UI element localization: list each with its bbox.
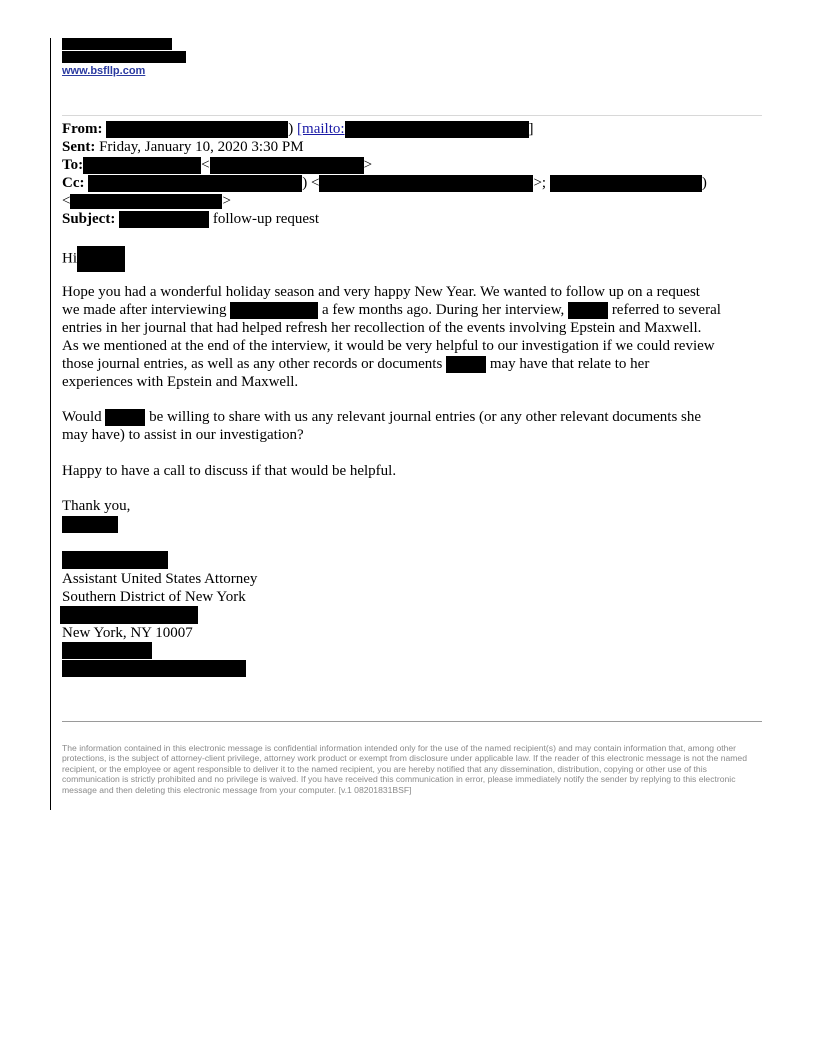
body-line: [62, 283, 700, 301]
cc-part2: >;: [533, 175, 547, 191]
body-line: [62, 337, 715, 355]
body-text: Hope you had a wonderful holiday season and very happy New Year. We wanted to follow up on a request: [62, 284, 700, 300]
body-text: entries in her journal that had helped refresh her recollection of the events involving Epstein and Maxwell.: [62, 320, 702, 336]
confidentiality-disclaimer: The information contained in this electronic message is confidential information intended only for the use of the named recipient(s) and may contain information that, among other protections, is the subject of attorney-client privilege, attorney work product or exempt from disclosure under applicable law. If the reader of this electronic message is not the named recipient, or the employee or agent responsible to deliver it to the named recipient, you are hereby notified that any dissemination, distribution, copying or other use of this communication is strictly prohibited and no privilege is waived. If you have received this communication in error, please immediately notify the sender by replying to this electronic message and then deleting this electronic message from your computer. [v.1 08201831BSF]: [62, 743, 747, 795]
redaction: [105, 409, 145, 426]
body-text: referred to several: [611, 302, 721, 318]
mailto-close: ]: [528, 121, 534, 137]
from-close: ): [288, 121, 294, 137]
redaction: [62, 51, 186, 63]
cc-label: Cc:: [62, 175, 85, 191]
redaction: [62, 660, 246, 677]
signature-title-text: Assistant United States Attorney: [62, 571, 258, 587]
cc-part3: ): [701, 175, 707, 191]
to-label: To:: [62, 157, 84, 173]
signature-office-text: Southern District of New York: [62, 589, 246, 605]
from-line: [62, 120, 534, 138]
divider: [62, 115, 762, 116]
to-line: [62, 156, 372, 174]
body-text: may have that relate to her: [489, 356, 650, 372]
cc-lt: <: [62, 193, 71, 209]
body-text: As we mentioned at the end of the interview, it would be very helpful to our investigation if we could review: [62, 338, 715, 354]
cc-line-2: [62, 192, 231, 210]
cc-gt: >: [222, 193, 231, 209]
from-label: From:: [62, 121, 103, 137]
body-line: [62, 301, 721, 319]
to-lt: <: [201, 157, 210, 173]
left-margin-rule: [50, 38, 51, 810]
greeting-line: [62, 246, 125, 272]
redaction: [77, 246, 125, 272]
website-link[interactable]: www.bsfllp.com: [62, 65, 146, 77]
redaction: [345, 121, 529, 138]
body-text: we made after interviewing: [62, 302, 227, 318]
redaction: [62, 516, 118, 533]
body-line: [62, 373, 298, 391]
redaction: [62, 551, 168, 569]
signature-title: [62, 570, 257, 588]
sent-value: Friday, January 10, 2020 3:30 PM: [99, 139, 304, 155]
body-text: may have) to assist in our investigation?: [62, 427, 304, 443]
closing-line: [62, 497, 130, 515]
signature-office: [62, 588, 246, 606]
to-gt: >: [363, 157, 373, 173]
redaction: [230, 302, 318, 319]
body-text: Happy to have a call to discuss if that would be helpful.: [62, 463, 397, 479]
redaction: [88, 175, 302, 192]
redaction: [62, 38, 172, 50]
cc-line: [62, 174, 707, 192]
body-line: [62, 462, 396, 480]
redaction: [550, 175, 702, 192]
mailto-link[interactable]: [mailto:: [297, 121, 345, 137]
body-text: experiences with Epstein and Maxwell.: [62, 374, 299, 390]
redaction: [60, 606, 198, 624]
cc-part1: ) <: [302, 175, 320, 191]
body-line: [62, 408, 701, 426]
redaction: [446, 356, 486, 373]
closing: Thank you,: [62, 498, 131, 514]
body-text: a few months ago. During her interview,: [322, 302, 565, 318]
subject-label: Subject:: [62, 211, 116, 227]
body-line: [62, 319, 701, 337]
sent-line: [62, 138, 304, 156]
body-line: [62, 355, 649, 373]
subject-value: follow-up request: [212, 211, 320, 227]
redaction: [319, 175, 533, 192]
redaction: [83, 157, 201, 174]
redaction: [210, 157, 364, 174]
subject-line: [62, 210, 319, 228]
body-text: those journal entries, as well as any other records or documents: [62, 356, 443, 372]
sent-label: Sent:: [62, 139, 96, 155]
body-line: [62, 426, 304, 444]
signature-city: [62, 624, 193, 642]
signature-city-text: New York, NY 10007: [62, 625, 193, 641]
redaction: [119, 211, 209, 228]
footer-divider: [62, 721, 762, 722]
redaction: [62, 642, 152, 659]
redaction: [70, 194, 222, 209]
redaction: [106, 121, 288, 138]
body-text: Would: [62, 409, 102, 425]
body-text: be willing to share with us any relevant journal entries (or any other relevant documents she: [149, 409, 702, 425]
greeting: Hi: [62, 250, 77, 267]
redaction: [568, 302, 608, 319]
